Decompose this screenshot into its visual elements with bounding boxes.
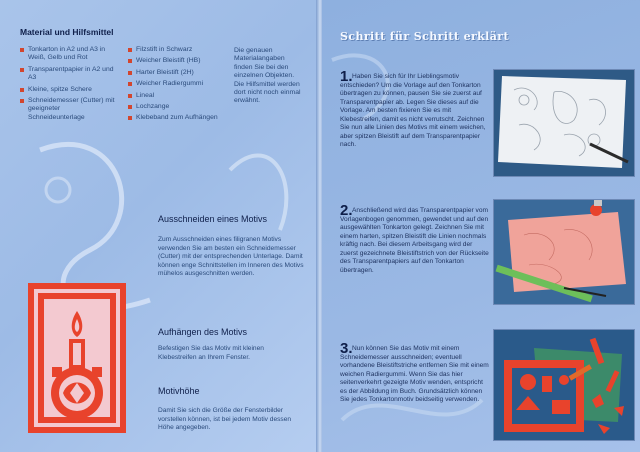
- step-number-3: 3.: [340, 340, 353, 357]
- list-item: Lineal: [128, 92, 228, 100]
- candle-cutout-image: [28, 283, 126, 433]
- section-heading-height: Motivhöhe: [158, 386, 200, 396]
- step-text-1: Haben Sie sich für Ihr Lieblingsmotiv entschieden? Um die Vorlage auf den Tonkarton übertragen zu können, pausen Sie sie zuerst auf Transparentpapier ab. Legen Sie dieses auf die Vorlage. Am besten fixieren Sie es mit Klebestreifen, damit es nicht verrutscht. Zeichnen Sie nun alle Linien des Motivs mit einem weichen, aber spitzen Bleistift auf dem Transparentpapier nach.: [340, 73, 486, 148]
- step-photo-3: [494, 330, 634, 440]
- page-title: Schritt für Schritt erklärt: [340, 30, 509, 43]
- tracing-photo-icon: [494, 70, 634, 176]
- list-item: Kleine, spitze Schere: [20, 86, 116, 94]
- step-number-2: 2.: [340, 202, 353, 219]
- list-item: Harter Bleistift (2H): [128, 69, 228, 77]
- list-item: Tonkarton in A2 und A3 in Weiß, Gelb und Rot: [20, 46, 116, 63]
- candle-motif-icon: [28, 283, 126, 433]
- list-item: Lochzange: [128, 103, 228, 111]
- section-heading-cutting: Ausschneiden eines Motivs: [158, 214, 268, 224]
- list-item: Weicher Radiergummi: [128, 80, 228, 88]
- list-item: Schneidemesser (Cutter) mit geeigneter Schneideunterlage: [20, 97, 116, 122]
- list-item: Weicher Bleistift (HB): [128, 57, 228, 65]
- list-item: Transparentpapier in A2 und A3: [20, 66, 116, 83]
- list-item: Filzstift in Schwarz: [128, 46, 228, 54]
- step-text-3: Nun können Sie das Motiv mit einem Schneidemesser ausschneiden; eventuell vorhandene Bleistiftstriche entfernen Sie mit einem weichen Radiergummi. Wenn Sie das hier seitenverkehrt gezeigte Motiv wenden, entspricht es der Abbildung im Buch. Grundsätzlich können Sie jedes Tonkartonmotiv beidseitig verwenden.: [340, 345, 489, 403]
- list-item: Klebeband zum Aufhängen: [128, 114, 228, 122]
- materials-title: Material und Hilfsmittel: [20, 27, 114, 37]
- transfer-photo-icon: [494, 200, 634, 304]
- materials-note: Die genauen Materialangaben finden Sie bei den einzelnen Objekten. Die Hilfsmittel werden dort nicht noch einmal erwähnt.: [234, 47, 301, 105]
- cutting-photo-icon: [494, 330, 634, 440]
- section-text-height: Damit Sie sich die Größe der Fensterbilder vorstellen können, ist bei jedem Motiv dessen Höhe angegeben.: [158, 407, 292, 432]
- step-photo-2: [494, 200, 634, 304]
- section-text-cutting: Zum Ausschneiden eines filigranen Motivs verwenden Sie am besten ein Schneidemesser (Cutter) mit der entsprechenden Unterlage. Damit können enge Schnittstellen im Inneren des Motivs mühelos ausgeschnitten werden.: [158, 236, 304, 278]
- step-number-1: 1.: [340, 68, 353, 85]
- step-photo-1: [494, 70, 634, 176]
- materials-list-2: [128, 46, 228, 126]
- section-text-hanging: Befestigen Sie das Motiv mit kleinen Klebestreifen an Ihrem Fenster.: [158, 345, 264, 361]
- step-text-2: Anschließend wird das Transparentpapier vom Vorlagenbogen genommen, gewendet und auf den ausgewählten Tonkarton gelegt. Zeichnen Sie mit einem harten, spitzen Bleistift die Linien nochmals kräftig nach. Bei diesem Arbeitsgang wird der zuerst gezeichnete Bleistiftstrich von der Rückseite des Transparentpapiers auf den Tonkarton übertragen.: [340, 207, 489, 274]
- materials-list-1: [20, 46, 116, 125]
- section-heading-hanging: Aufhängen des Motivs: [158, 327, 248, 337]
